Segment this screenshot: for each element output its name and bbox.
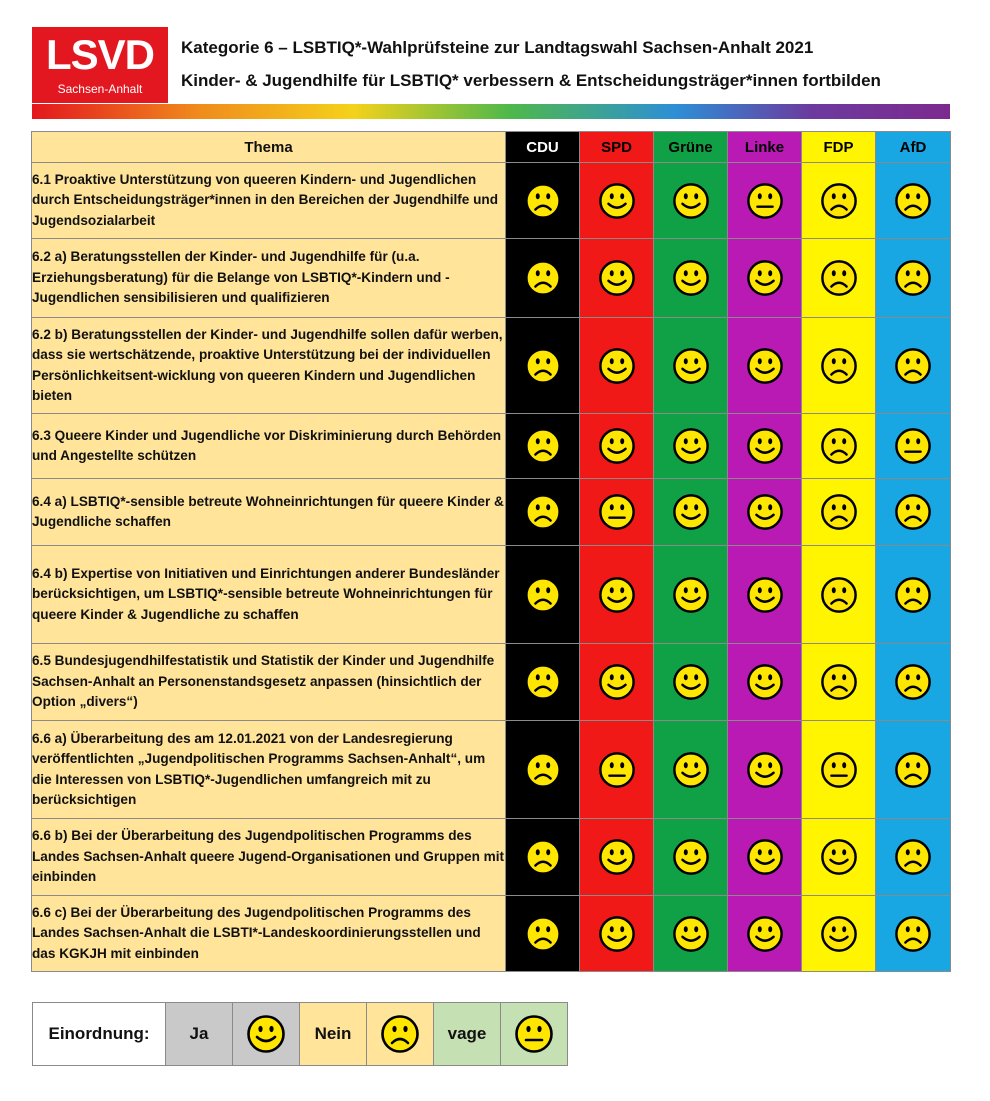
rating-gruene-ja-smiley-icon [654,819,728,896]
rating-linke-ja-smiley-icon [728,644,802,721]
logo-mark: LSVD [45,31,154,78]
table-row [32,546,951,644]
legend-vage-smiley [501,1003,568,1066]
table-row [32,644,951,721]
logo-subtitle: Sachsen-Anhalt [57,82,143,96]
rating-cdu-nein-smiley-icon [506,721,580,819]
legend [32,1002,568,1066]
row-topic: 6.4 a) LSBTIQ*-sensible betreute Wohneinrichtungen für queere Kinder & Jugendliche schaffen [32,479,506,546]
rating-afd-nein-smiley-icon [876,239,951,318]
rating-afd-nein-smiley-icon [876,546,951,644]
rating-spd-ja-smiley-icon [580,318,654,414]
rating-fdp-ja-smiley-icon [802,896,876,972]
row-topic: 6.3 Queere Kinder und Jugendliche vor Diskriminierung durch Behörden und Angestellte schützen [32,414,506,479]
rating-gruene-ja-smiley-icon [654,318,728,414]
rating-cdu-nein-smiley-icon [506,239,580,318]
rating-afd-nein-smiley-icon [876,819,951,896]
rating-spd-vage-smiley-icon [580,479,654,546]
page-subtitle: Kinder- & Jugendhilfe für LSBTIQ* verbessern & Entscheidungsträger*innen fortbilden [181,71,881,90]
rating-spd-ja-smiley-icon [580,819,654,896]
rainbow-bar [32,104,950,119]
legend-nein-smiley [367,1003,434,1066]
column-header-cdu: CDU [506,132,580,163]
rating-gruene-ja-smiley-icon [654,414,728,479]
rating-linke-ja-smiley-icon [728,819,802,896]
legend-ja-smiley [233,1003,300,1066]
row-topic: 6.5 Bundesjugendhilfestatistik und Statistik der Kinder und Jugendhilfe Sachsen-Anhalt an Personenstandsgesetz anpassen (hinsichtlich der Option „divers“) [32,644,506,721]
rating-afd-nein-smiley-icon [876,479,951,546]
rating-cdu-nein-smiley-icon [506,896,580,972]
rating-cdu-nein-smiley-icon [506,644,580,721]
rating-afd-nein-smiley-icon [876,318,951,414]
rating-linke-ja-smiley-icon [728,479,802,546]
rating-linke-ja-smiley-icon [728,318,802,414]
rating-fdp-nein-smiley-icon [802,239,876,318]
rating-gruene-ja-smiley-icon [654,721,728,819]
rating-cdu-nein-smiley-icon [506,163,580,239]
ratings-table [31,131,951,972]
rating-afd-nein-smiley-icon [876,163,951,239]
table-row [32,819,951,896]
rating-spd-ja-smiley-icon [580,546,654,644]
rating-gruene-ja-smiley-icon [654,644,728,721]
rating-linke-ja-smiley-icon [728,414,802,479]
table-header-row [32,132,951,163]
row-topic: 6.2 b) Beratungsstellen der Kinder- und Jugendhilfe sollen dafür werben, dass sie wertschätzende, proaktive Unterstützung bei der individuellen Persönlichkeitsent-wicklung von queeren Kindern und Jugendlichen bieten [32,318,506,414]
rating-fdp-ja-smiley-icon [802,819,876,896]
page-title: Kategorie 6 – LSBTIQ*-Wahlprüfsteine zur Landtagswahl Sachsen-Anhalt 2021 [181,38,814,57]
table-row [32,721,951,819]
rating-gruene-ja-smiley-icon [654,546,728,644]
rating-afd-nein-smiley-icon [876,721,951,819]
rating-cdu-nein-smiley-icon [506,479,580,546]
rating-spd-ja-smiley-icon [580,163,654,239]
legend-label: Einordnung: [33,1003,166,1066]
column-header-linke: Linke [728,132,802,163]
table-row [32,896,951,972]
rating-spd-ja-smiley-icon [580,896,654,972]
rating-cdu-nein-smiley-icon [506,414,580,479]
rating-fdp-nein-smiley-icon [802,414,876,479]
rating-afd-nein-smiley-icon [876,896,951,972]
row-topic: 6.6 b) Bei der Überarbeitung des Jugendpolitischen Programms des Landes Sachsen-Anhalt queere Jugend-Organisationen und Gruppen mit einbinden [32,819,506,896]
rating-spd-ja-smiley-icon [580,239,654,318]
column-header-fdp: FDP [802,132,876,163]
column-header-spd: SPD [580,132,654,163]
rating-gruene-ja-smiley-icon [654,479,728,546]
rating-gruene-ja-smiley-icon [654,896,728,972]
rating-spd-ja-smiley-icon [580,414,654,479]
table-row [32,163,951,239]
rating-fdp-nein-smiley-icon [802,163,876,239]
legend-nein-label: Nein [300,1003,367,1066]
rating-linke-ja-smiley-icon [728,896,802,972]
rating-linke-ja-smiley-icon [728,721,802,819]
rating-afd-vage-smiley-icon [876,414,951,479]
rating-fdp-vage-smiley-icon [802,721,876,819]
rating-fdp-nein-smiley-icon [802,546,876,644]
table-row [32,479,951,546]
rating-cdu-nein-smiley-icon [506,318,580,414]
rating-cdu-nein-smiley-icon [506,819,580,896]
row-topic: 6.6 c) Bei der Überarbeitung des Jugendpolitischen Programms des Landes Sachsen-Anhalt die LSBTI*-Landeskoordinierungsstellen und das KGKJH mit einbinden [32,896,506,972]
legend-vage-label: vage [434,1003,501,1066]
rating-gruene-ja-smiley-icon [654,163,728,239]
rating-afd-nein-smiley-icon [876,644,951,721]
rating-spd-ja-smiley-icon [580,644,654,721]
row-topic: 6.1 Proaktive Unterstützung von queeren Kindern- und Jugendlichen durch Entscheidungsträger*innen in den Bereichen der Jugendhilfe und Jugendsozialarbeit [32,163,506,239]
row-topic: 6.6 a) Überarbeitung des am 12.01.2021 von der Landesregierung veröffentlichten „Jugendpolitischen Programms Sachsen-Anhalt“, um die Interessen von LSBTIQ*-Jugendlichen umfangreich mit zu berücksichtigen [32,721,506,819]
column-header-thema: Thema [32,132,506,163]
rating-linke-ja-smiley-icon [728,546,802,644]
lsvd-logo [32,27,168,103]
rating-linke-vage-smiley-icon [728,163,802,239]
legend-ja-label: Ja [166,1003,233,1066]
column-header-afd: AfD [876,132,951,163]
row-topic: 6.4 b) Expertise von Initiativen und Einrichtungen anderer Bundesländer berücksichtigen, um LSBTIQ*-sensible betreute Wohneinrichtungen für queere Kinder & Jugendliche zu schaffen [32,546,506,644]
rating-gruene-ja-smiley-icon [654,239,728,318]
row-topic: 6.2 a) Beratungsstellen der Kinder- und Jugendhilfe für (u.a. Erziehungsberatung) für die Belange von LSBTIQ*-Kindern und -Jugendlichen sensibilisieren und qualifizieren [32,239,506,318]
table-row [32,239,951,318]
table-row [32,414,951,479]
rating-spd-vage-smiley-icon [580,721,654,819]
rating-fdp-nein-smiley-icon [802,479,876,546]
rating-fdp-nein-smiley-icon [802,644,876,721]
rating-cdu-nein-smiley-icon [506,546,580,644]
rating-linke-ja-smiley-icon [728,239,802,318]
table-row [32,318,951,414]
column-header-gruene: Grüne [654,132,728,163]
rating-fdp-nein-smiley-icon [802,318,876,414]
